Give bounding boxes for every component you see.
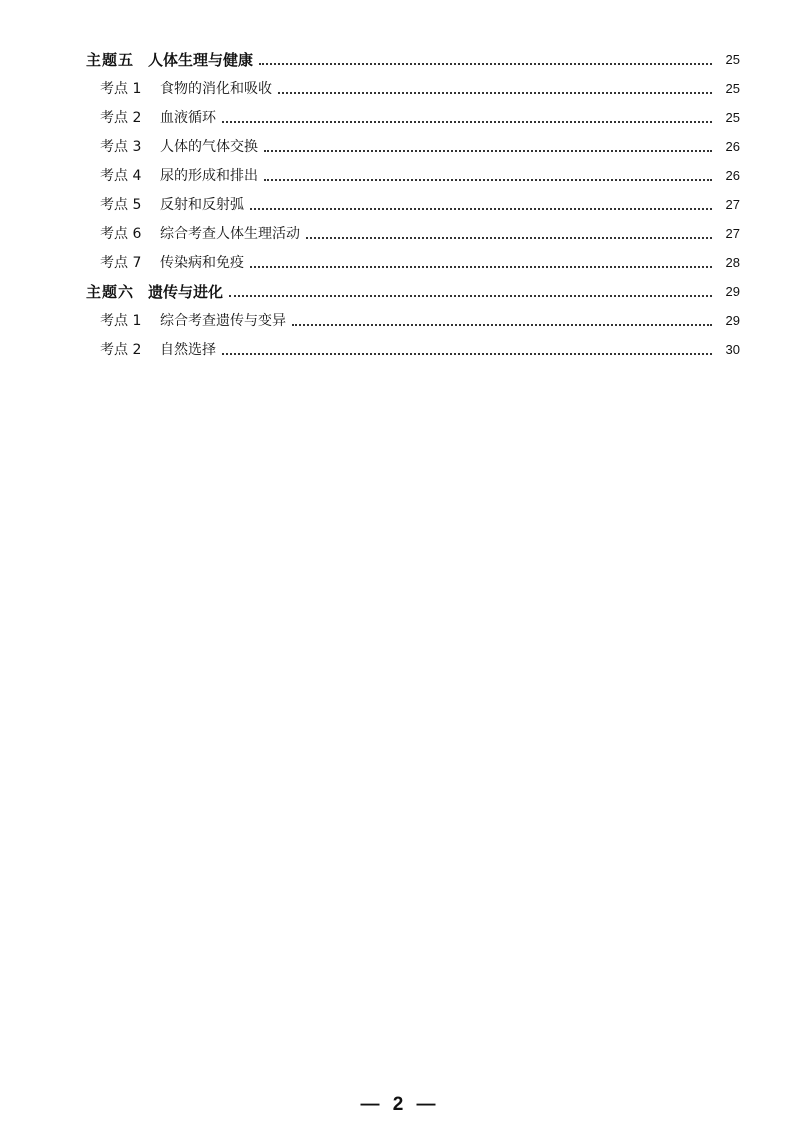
toc-topic-row[interactable] [86,273,740,302]
page-number: 27 [725,226,740,241]
point-number: 考点 2 [100,110,142,126]
page-number: 25 [725,110,740,125]
page-number: 25 [725,81,740,96]
page-number: 26 [725,139,740,154]
point-number: 考点 1 [100,81,142,97]
toc-point-row[interactable] [86,302,740,331]
page-number: 28 [725,255,740,270]
toc-topic-row[interactable] [86,41,740,70]
dot-leader [222,121,712,123]
toc-point-row[interactable] [86,186,740,215]
topic-title: 人体生理与健康 [148,51,254,69]
point-title: 食物的消化和吸收 [160,81,272,97]
page-number: 27 [725,197,740,212]
toc-point-row[interactable] [86,128,740,157]
toc-point-row[interactable] [86,70,740,99]
toc-point-row[interactable] [86,331,740,360]
point-title: 自然选择 [160,342,216,358]
point-title: 综合考查遗传与变异 [160,313,286,329]
dot-leader [264,179,712,181]
page-number: 30 [725,342,740,357]
page-number: 25 [725,52,740,67]
point-number: 考点 6 [100,226,142,242]
page-number: 26 [725,168,740,183]
point-title: 血液循环 [160,110,216,126]
point-number: 考点 7 [100,255,142,271]
dot-leader [222,353,712,355]
topic-title: 遗传与进化 [148,283,224,301]
footer-page-number: — 2 — [360,1094,440,1115]
point-title: 尿的形成和排出 [160,168,258,184]
dot-leader [250,208,712,210]
table-of-contents [86,41,740,360]
page-number: 29 [725,313,740,328]
dot-leader [292,324,712,326]
point-title: 传染病和免疫 [160,255,244,271]
point-number: 考点 2 [100,342,142,358]
dot-leader [229,295,712,297]
topic-number: 主题五 [86,51,135,69]
topic-number: 主题六 [86,283,135,301]
toc-point-row[interactable] [86,244,740,273]
toc-point-row[interactable] [86,157,740,186]
dot-leader [306,237,712,239]
point-title: 人体的气体交换 [160,139,258,155]
dot-leader [250,266,712,268]
point-number: 考点 5 [100,197,142,213]
dot-leader [278,92,712,94]
dot-leader [259,63,712,65]
point-title: 综合考查人体生理活动 [160,226,300,242]
toc-point-row[interactable] [86,99,740,128]
point-number: 考点 1 [100,313,142,329]
point-title: 反射和反射弧 [160,197,244,213]
dot-leader [264,150,712,152]
page-number: 29 [725,284,740,299]
point-number: 考点 4 [100,168,142,184]
toc-point-row[interactable] [86,215,740,244]
point-number: 考点 3 [100,139,142,155]
